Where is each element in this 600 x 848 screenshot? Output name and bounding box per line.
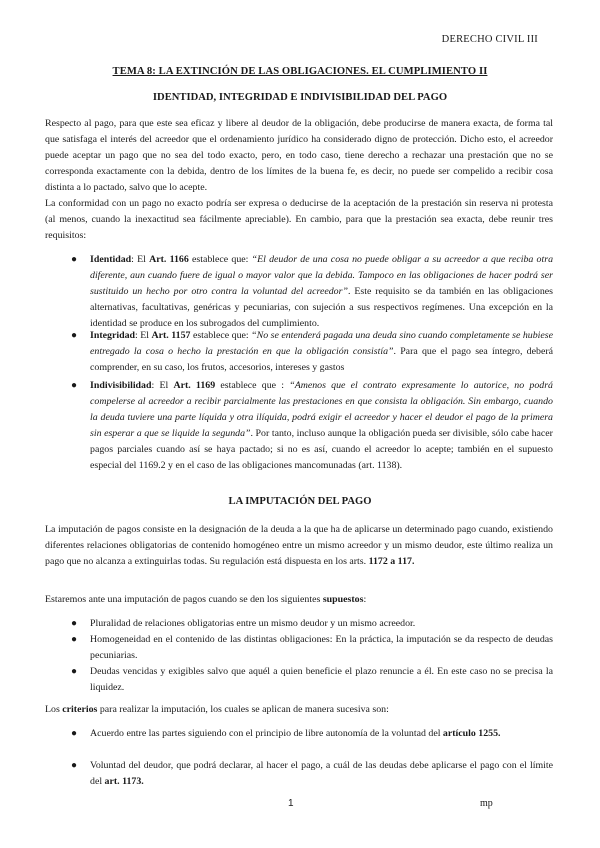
section-title-imputation: LA IMPUTACIÓN DEL PAGO: [228, 496, 372, 507]
article-ref: Art. 1166: [149, 254, 189, 265]
assumption-item: ● Pluralidad de relaciones obligatorias entre un mismo deudor y un mismo acreedor.: [90, 616, 553, 632]
requirement-term: Integridad: [90, 330, 135, 341]
legal-quote: “No se entenderá pagada una deuda sino cuando completamente se hubiese entregado la cosa o hecho la prestación en que la obligación consistía”: [90, 330, 553, 357]
assumption-item: ● Deudas vencidas y exigibles salvo que aquél a quien beneficie el plazo renuncie a él. En este caso no se precisa la liquidez.: [71, 666, 553, 693]
bullet-icon: ●: [71, 380, 78, 391]
page-title: TEMA 8: LA EXTINCIÓN DE LAS OBLIGACIONES. EL CUMPLIMIENTO II: [112, 66, 488, 77]
article-ref: Art. 1157: [151, 330, 191, 341]
assumption-item: ● Homogeneidad en el contenido de las distintas obligaciones: En la práctica, la imputación se da respecto de deudas pecuniarias.: [71, 634, 553, 661]
bullet-icon: ●: [71, 634, 78, 645]
criteria-item: ● Voluntad del deudor, que podrá declarar, al hacer el pago, a cuál de las deudas debe aplicarse el pago con el límite del art. 1173.: [71, 760, 553, 787]
section-title-identity: IDENTIDAD, INTEGRIDAD E INDIVISIBILIDAD DEL PAGO: [152, 92, 448, 103]
article-ref: art. 1173.: [104, 776, 144, 787]
requirement-term: Identidad: [90, 254, 132, 265]
requirement-item: ● Indivisibilidad: El Art. 1169 establece que : “Amenos que el contrato expresamente lo autorice, no podrá compelerse al acreedor a recibir parcialmente las prestaciones en que consista la obligación. Sin embargo, cuando la deuda tuviere una parte líquida y otra ilíquida, podrá exigir el acreedor y hacer el deudor el pago de la primera sin esperar a que se liquide la segunda”. Por tanto, incluso aunque la obligación pueda ser divisible, sólo cabe hacer pagos parciales cuando así se haya pactado; si no es así, cuando el acreedor lo acepte; también en el supuesto especial del 1169.2 y en el caso de las obligaciones mancomunadas (art. 1138).: [71, 380, 553, 471]
imputation-paragraph: La imputación de pagos consiste en la designación de la deuda a la que ha de aplicarse un determinado pago cuando, existiendo diferentes relaciones obligatorias de contenido homogéneo entre un mismo acreedor y un mismo deudor, este último realiza un pago que no alcanza a extinguirlas todas. Su regulación está dispuesta en los arts. 1172 a 117.: [45, 524, 553, 567]
bullet-icon: ●: [71, 330, 78, 341]
criteria-intro: Los criterios para realizar la imputación, los cuales se aplican de manera sucesiva son:: [45, 704, 389, 715]
bullet-icon: ●: [71, 666, 78, 677]
requirement-item: ● Identidad: El Art. 1166 establece que: “El deudor de una cosa no puede obligar a su acreedor a que reciba otra diferente, aun cuando fuere de igual o mayor valor que la debida. Tampoco en las obligaciones de hacer podrá ser sustituido un hecho por otro contra la voluntad del acreedor”. Este requisito se da también en las obligaciones alternativas, facultativas, genéricas y pecuniarias, con sujeción a sus respectivos regímenes. Una excepción en la identidad se produce en los subrogados del cumplimiento.: [71, 254, 554, 329]
assumptions-intro: Estaremos ante una imputación de pagos cuando se den los siguientes supuestos:: [45, 594, 367, 605]
course-header: DERECHO CIVIL III: [441, 34, 538, 45]
bullet-icon: ●: [71, 254, 78, 265]
article-ref: artículo 1255.: [442, 728, 501, 739]
intro-paragraph: Respecto al pago, para que este sea eficaz y libere al deudor de la obligación, debe producirse de manera exacta, de forma tal que satisfaga el interés del acreedor que el ordenamiento jurídico ha considerado digno de protección. Dicho esto, el acreedor puede aceptar un pago que no sea del todo exacto, pero, en todo caso, tiene derecho a rechazar una prestación que no se corresponda exactamente con la debida, dentro de los límites de la buena fe, es decir, no puede ser compelido a recibir cosa distinta a lo pactado, salvo que lo acepte.: [45, 118, 553, 193]
article-ref: Art. 1169: [173, 380, 216, 391]
legal-quote: “Amenos que el contrato expresamente lo autorice, no podrá compelerse al acreedor a recibir parcialmente las prestaciones en que consista la obligación. Sin embargo, cuando la deuda tuviere una parte líquida y otra ilíquida, podrá exigir el acreedor y hacer el deudor el pago de la primera sin esperar a que se liquide la segunda”: [90, 380, 553, 439]
conformity-paragraph: La conformidad con un pago no exacto podría ser expresa o deducirse de la aceptación de la prestación sin reserva ni protesta (al menos, cuando la inexactitud sea fácilmente apreciable). En cambio, para que la prestación sea exacta, debe reunir tres requisitos:: [45, 198, 553, 241]
bullet-icon: ●: [71, 618, 78, 629]
bullet-icon: ●: [71, 728, 78, 739]
page-number: 1: [288, 798, 294, 809]
requirement-term: Indivisibilidad: [90, 380, 152, 391]
article-ref: 1172 a 117.: [368, 556, 415, 567]
legal-quote: “El deudor de una cosa no puede obligar a su acreedor a que reciba otra diferente, aun cuando fuere de igual o mayor valor que la debida. Tampoco en las obligaciones de hacer podrá ser sustituido un hecho por otro contra la voluntad del acreedor”: [90, 254, 554, 297]
criteria-item: ● Acuerdo entre las partes siguiendo con el principio de libre autonomía de la voluntad del artículo 1255.: [90, 726, 553, 742]
requirement-item: ● Integridad: El Art. 1157 establece que: “No se entenderá pagada una deuda sino cuando completamente se hubiese entregado la cosa o hecho la prestación en que la obligación consistía”. Para que el pago sea íntegro, deberá comprender, en su caso, los frutos, accesorios, intereses y gastos: [71, 330, 553, 373]
author-initials: mp: [480, 798, 493, 809]
bullet-icon: ●: [71, 760, 78, 771]
